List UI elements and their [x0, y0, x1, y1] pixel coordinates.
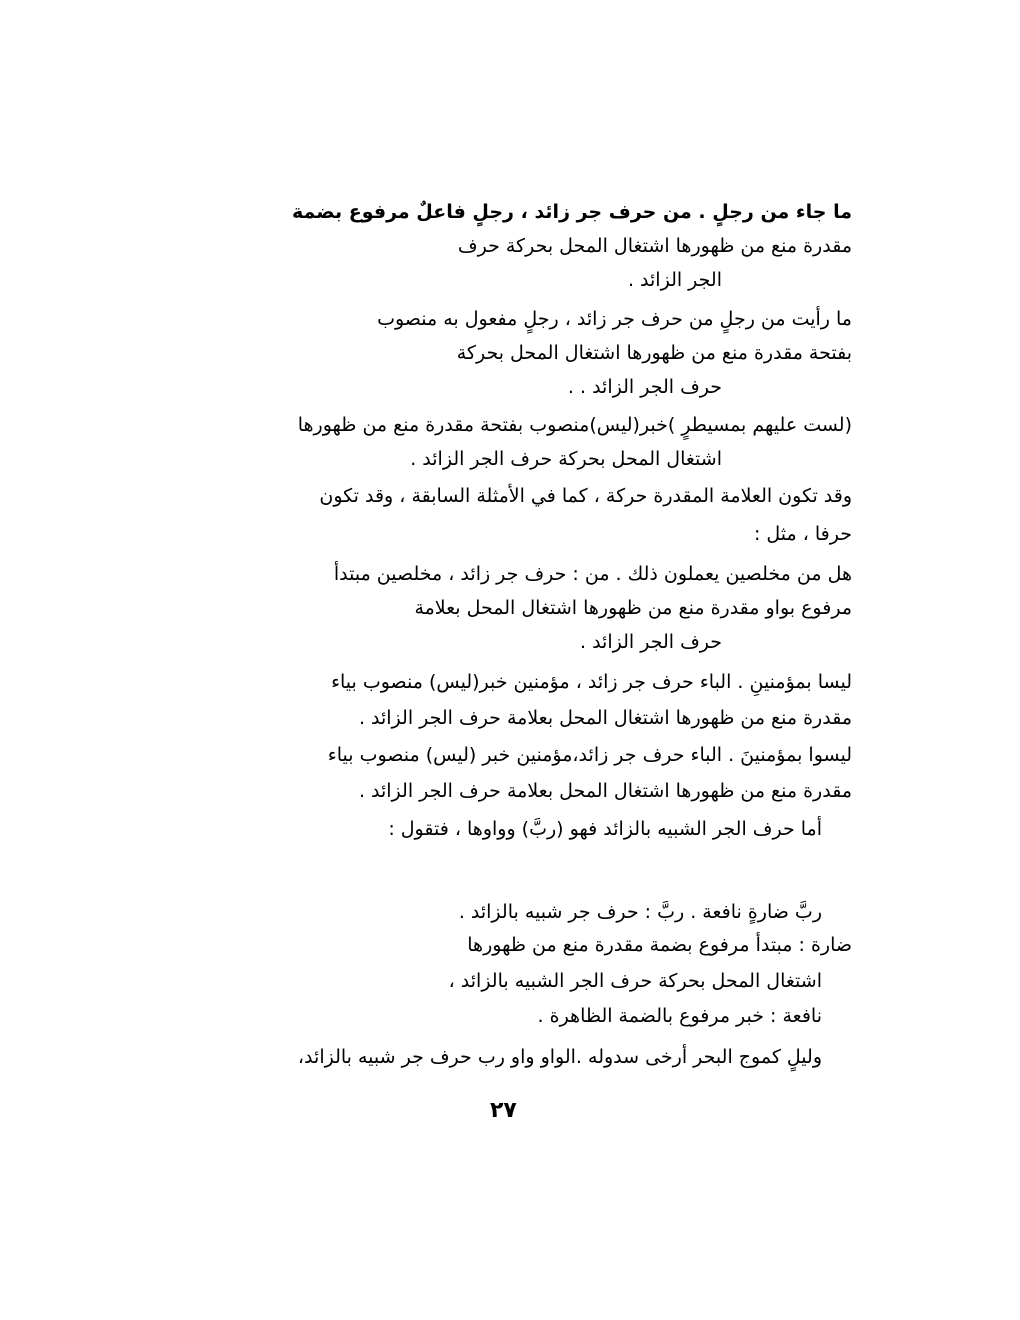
text-line: حرف الجر الزائد .: [580, 631, 722, 653]
text-line: أما حرف الجر الشبيه بالزائد فهو (ربَّ) وواوها ، فتقول :: [388, 818, 822, 840]
text-line: وقد تكون العلامة المقدرة حركة ، كما في الأمثلة السابقة ، وقد تكون: [319, 485, 852, 507]
text-line: [331, 668, 852, 696]
text-line: اشتغال المحل بحركة حرف الجر الشبيه بالزائد ،: [448, 970, 822, 992]
text-line: بفتحة مقدرة منع من ظهورها اشتغال المحل بحركة: [456, 342, 852, 364]
text-line: [377, 305, 852, 333]
text-line: [298, 411, 852, 439]
text-line: [292, 198, 852, 226]
text-line: ربَّ ضارةٍ نافعة . ربَّ : حرف جر شبيه بالزائد .: [458, 901, 822, 923]
example-sentence: هل من مخلصين يعملون ذلك . من : حرف جر زائد ، مخلصين مبتدأ: [333, 563, 852, 585]
example-sentence: ليسا بمؤمنينِ . الباء حرف جر زائد ، مؤمنين خبر(ليس) منصوب بياء: [331, 671, 852, 693]
text-line: [298, 1043, 822, 1071]
text-line: ضارة : مبتدأ مرفوع بضمة مقدرة منع من ظهورها: [467, 934, 852, 956]
page-number: ٢٧: [490, 1098, 517, 1123]
example-phrase: ما جاء من رجلٍ . من حرف جر زائد ، رجلٍ فاعلٌ مرفوع بضمة: [292, 201, 852, 223]
text-line: مرفوع بواو مقدرة منع من ظهورها اشتغال المحل بعلامة: [414, 597, 852, 619]
text-line: مقدرة منع من ظهورها اشتغال المحل بعلامة حرف الجر الزائد .: [358, 780, 852, 802]
text-line: مقدرة منع من ظهورها اشتغال المحل بعلامة حرف الجر الزائد .: [358, 707, 852, 729]
text-line: نافعة : خبر مرفوع بالضمة الظاهرة .: [537, 1005, 822, 1027]
text-line: حرفا ، مثل :: [753, 523, 852, 545]
text-line: حرف الجر الزائد . .: [567, 376, 722, 398]
text-line: الجر الزائد .: [627, 269, 722, 291]
text-line: [328, 741, 852, 769]
text-line: اشتغال المحل بحركة حرف الجر الزائد .: [410, 448, 722, 470]
example-sentence: ليسوا بمؤمنينَ . الباء حرف جر زائد،مؤمنين خبر (ليس) منصوب بياء: [327, 744, 852, 766]
example-sentence: ما رأيت من رجلٍ من حرف جر زائد ، رجلٍ مفعول به منصوب: [377, 308, 852, 330]
example-sentence: وليلٍ كموج البحر أرخى سدوله .الواو واو رب حرف جر شبيه بالزائد،: [297, 1046, 822, 1068]
text-line: [334, 560, 852, 588]
example-sentence: (لست عليهم بمسيطرٍ )خبر(ليس)منصوب بفتحة مقدرة منع من ظهورها: [297, 414, 852, 436]
text-line: مقدرة منع من ظهورها اشتغال المحل بحركة حرف: [457, 235, 852, 257]
